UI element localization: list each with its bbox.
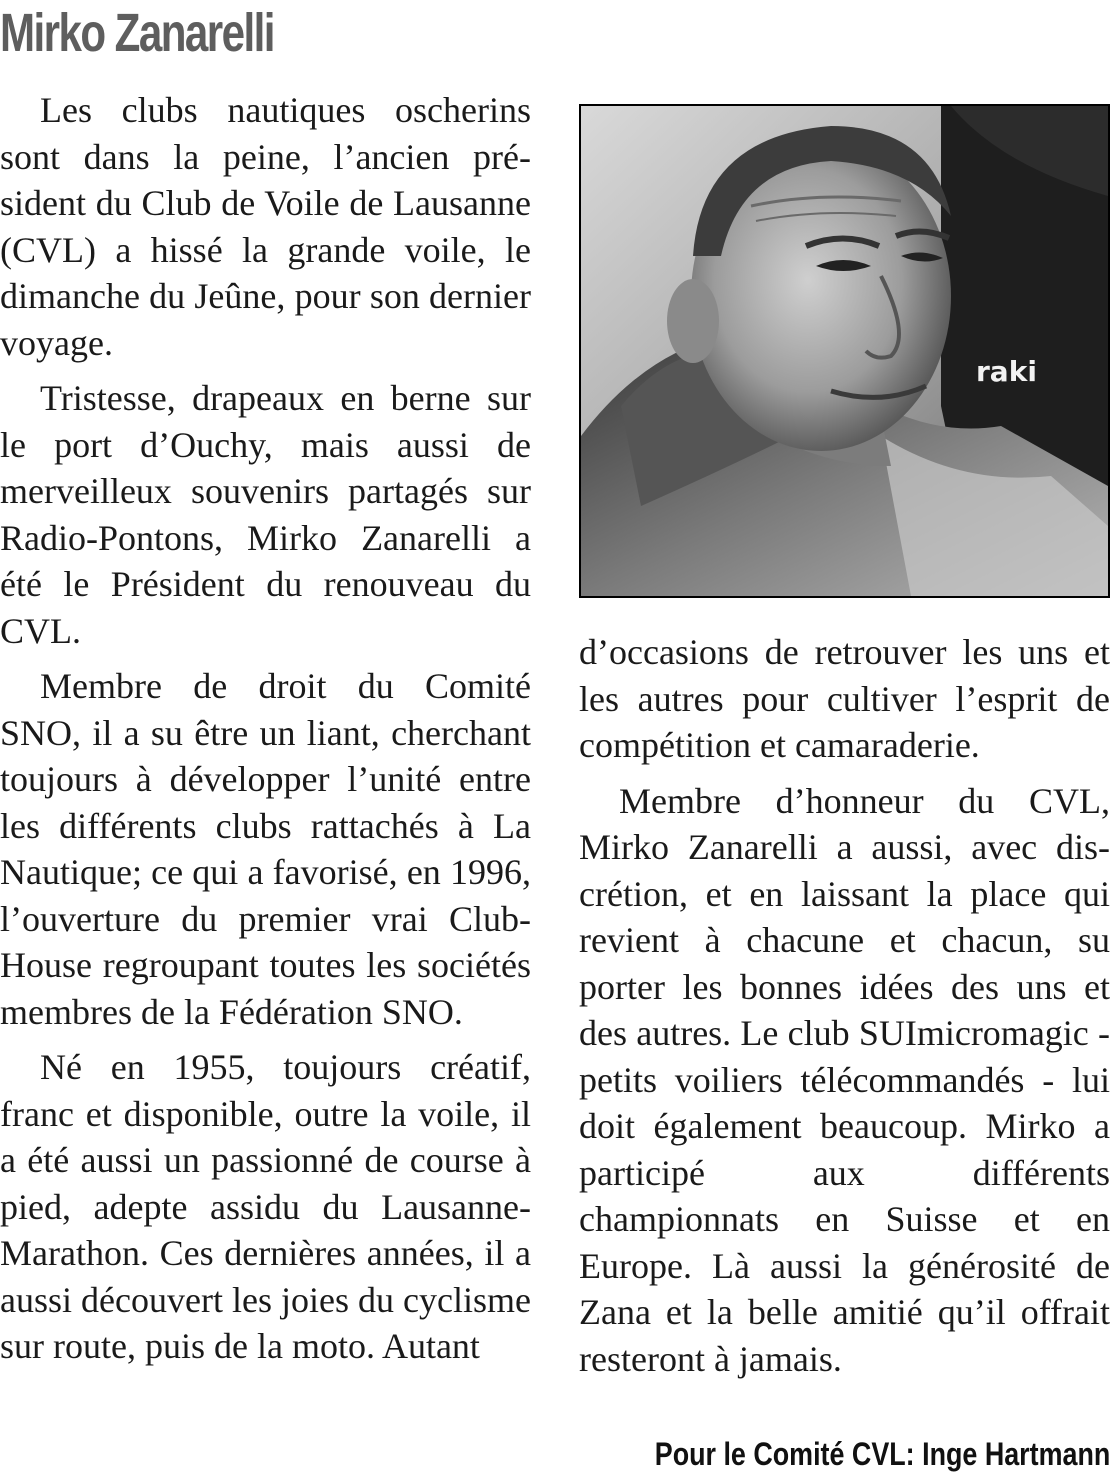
portrait-photo	[579, 104, 1110, 598]
paragraph: Né en 1955, toujours créatif, franc et disponible, outre la voile, il a été aussi un passionné de course à pied, adepte assidu du Lausanne-Marathon. Ces dernières années, il a aussi découvert les joies du cyclisme sur route, puis de la moto. Autant	[0, 1047, 531, 1366]
paragraph: Membre de droit du Comité SNO, il a su être un liant, cherchant toujours à développer l’unité entre les différents clubs rattachés à La Nautique; ce qui a favorisé, en 1996, l’ouverture du premier vrai Club-House regroupant toutes les sociétés membres de la Fédération SNO.	[0, 666, 531, 1032]
paragraph: Tristesse, drapeaux en berne sur le port d’Ouchy, mais aussi de merveilleux souvenirs partagés sur Radio-Pontons, Mirko Zanarelli a été le Président du renouveau du CVL.	[0, 378, 531, 651]
paragraph: d’occasions de retrouver les uns et les autres pour cultiver l’esprit de compétition et camaraderie.	[579, 632, 1110, 765]
paragraph: Membre d’honneur du CVL, Mirko Zanarelli a aussi, avec discrétion, et en laissant la place qui revient à chacune et chacun, su porter les bonnes idées des uns et des autres. Le club SUImicromagic - petits voiliers télécommandés - lui doit également beaucoup. Mirko a participé aux différents championnats en Suisse et en Europe. Là aussi la générosité de Zana et la belle amitié qu’il offrait resteront à jamais.	[579, 780, 1110, 1379]
article-title: Mirko Zanarelli	[0, 3, 274, 63]
right-column	[579, 629, 1110, 1391]
portrait-image	[581, 106, 1108, 596]
jacket-logo-text: raki	[976, 355, 1037, 388]
signature: Pour le Comité CVL: Inge Hartmann	[654, 1436, 1110, 1472]
left-column	[0, 87, 531, 1379]
paragraph: Les clubs nautiques oscherins sont dans la peine, l’ancien président du Club de Voile de Lausanne (CVL) a hissé la grande voile, le dimanche du Jeûne, pour son dernier voyage.	[0, 90, 531, 363]
